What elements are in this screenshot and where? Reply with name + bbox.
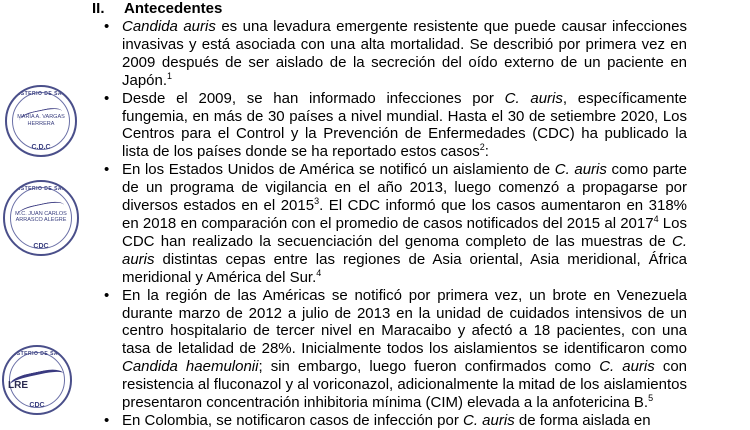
stamp-bottom-text: C.D.C xyxy=(31,144,51,151)
paragraph-estados-unidos: • En los Estados Unidos de América se notificó un aislamiento de C. auris como parte de un programa de vigilancia en el año 2013, luego comenzó a propagarse por diversos estados en el 2015$^3$. El CDC informó que los casos aumentaron en 318% en 2018 en comparación con el promedio de casos notificados del 2015 al 2017$^4$ Los CDC han realizado la secuenciación del genoma completo de las muestras de C. auris distintas cepas entre las regiones de Asia oriental, Asia meridional, África meridional y América del Sur.$^4$ xyxy=(122,161,687,286)
stamp-bottom-text: CDC xyxy=(33,243,49,250)
section-heading xyxy=(92,0,222,17)
margin-mark: LRE xyxy=(8,380,28,391)
stamp-signer: M.C. JUAN CARLOS ARRASCO ALEGRE xyxy=(15,210,67,224)
paragraph-colombia: • En Colombia, se notificaron casos de infección por C. auris de forma aislada en xyxy=(122,412,687,430)
stamp-signer: MARIA A. VARGAS HERRERA xyxy=(17,114,65,127)
stamp-bottom-text: CDC xyxy=(29,402,45,409)
stamp-top-text: MINISTERIO DE SALUD xyxy=(8,91,74,97)
paragraph-americas: • En la región de las Américas se notificó por primera vez, un brote en Venezuela durante marzo de 2012 a julio de 2013 en la unidad de cuidados intensivos de un centro hospitalario de tercer nivel en Maracaibo y afectó a 18 pacientes, con una tasa de letalidad de 28%. Inicialmente todos los aislamientos se identificaron como Candida haemulonii; sin embargo, luego fueron confirmados como C. auris con resistencia al fluconazol y al voriconazol, adicionalmente la mitad de los aislamientos presentaron concentración inhibitoria mínima (CIM) elevada a la anfotericina B.$^5$ xyxy=(122,287,687,412)
paragraph-desde-2009: • Desde el 2009, se han informado infecciones por C. auris, específicamente fungemia, en más de 30 países a nivel mundial. Hasta el 30 de setiembre 2020, Los Centros para el Control y la Prevención de Enfermedades (CDC) ha publicado la lista de los países donde se ha reportado estos casos$^2$: xyxy=(122,90,687,162)
stamp-top-text: MINISTERIO DE SALUD xyxy=(4,351,70,357)
bullet-list xyxy=(122,18,687,430)
section-number: II. xyxy=(92,0,105,17)
paragraph-candida-auris: • Candida auris es una levadura emergente resistente que puede causar infecciones invasivas y está asociada con una alta mortalidad. Se describió por primera vez en 2009 después de ser aislado de la secreción del oído externo de un paciente en Japón.$^1$ xyxy=(122,18,687,90)
official-seal-stamp xyxy=(5,85,77,157)
stamp-top-text: MINISTERIO DE SALUD xyxy=(8,186,74,192)
section-title: Antecedentes xyxy=(124,0,223,17)
official-seal-stamp xyxy=(3,180,79,256)
